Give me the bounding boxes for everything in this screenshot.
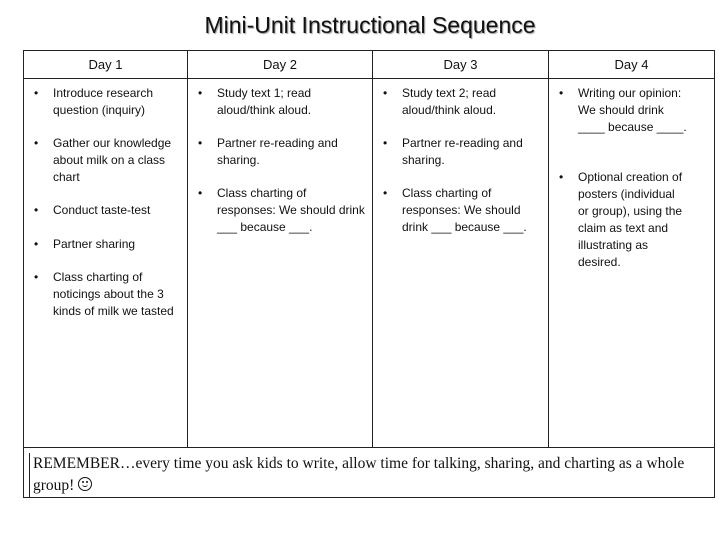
column-divider bbox=[187, 51, 188, 447]
header-divider bbox=[24, 78, 714, 79]
bullet-icon: • bbox=[383, 136, 388, 150]
bullet-icon: • bbox=[198, 86, 203, 100]
item-text: Study text 2; read aloud/think aloud. bbox=[402, 86, 497, 117]
bullet-icon: • bbox=[198, 186, 203, 200]
note-divider bbox=[24, 447, 714, 448]
page-title: Mini-Unit Instructional Sequence bbox=[204, 12, 536, 38]
bullet-icon: • bbox=[34, 86, 39, 100]
item-text: Class charting of noticings about the 3 kinds of milk we tasted bbox=[53, 270, 174, 318]
item-text: Optional creation of posters (individual or group), using the claim as text and illustrating as desired. bbox=[578, 170, 683, 269]
item-text: Class charting of responses: We should drink ___ because ___. bbox=[217, 186, 365, 234]
reminder-note bbox=[29, 453, 717, 497]
item-text: Conduct taste-test bbox=[53, 203, 151, 217]
bullet-icon: • bbox=[34, 270, 39, 284]
item-text: Writing our opinion: We should drink ____ because ____. bbox=[578, 86, 687, 134]
sequence-table bbox=[23, 50, 715, 498]
bullet-icon: • bbox=[383, 86, 388, 100]
item-text: Partner sharing bbox=[53, 237, 136, 251]
bullet-icon: • bbox=[559, 86, 564, 100]
reminder-text: REMEMBER…every time you ask kids to write, allow time for talking, sharing, and charting as a whole group! bbox=[33, 455, 685, 494]
bullet-icon: • bbox=[34, 237, 39, 251]
column-divider bbox=[372, 51, 373, 447]
item-text: Partner re-reading and sharing. bbox=[402, 136, 523, 167]
bullet-icon: • bbox=[383, 186, 388, 200]
item-text: Introduce research question (inquiry) bbox=[53, 86, 154, 117]
day-1-header: Day 1 bbox=[88, 57, 123, 72]
day-2-header: Day 2 bbox=[263, 57, 297, 72]
day-4-header: Day 4 bbox=[614, 57, 649, 72]
item-text: Study text 1; read aloud/think aloud. bbox=[217, 86, 312, 117]
bullet-icon: • bbox=[34, 136, 39, 150]
item-text: Partner re-reading and sharing. bbox=[217, 136, 338, 167]
bullet-icon: • bbox=[34, 203, 39, 217]
bullet-icon: • bbox=[559, 170, 564, 184]
column-divider bbox=[548, 51, 549, 447]
item-text: Gather our knowledge about milk on a class chart bbox=[53, 136, 172, 184]
item-text: Class charting of responses: We should drink ___ because ___. bbox=[402, 186, 527, 234]
bullet-icon: • bbox=[198, 136, 203, 150]
day-3-header: Day 3 bbox=[443, 57, 478, 72]
smiley-face-icon bbox=[78, 477, 92, 491]
